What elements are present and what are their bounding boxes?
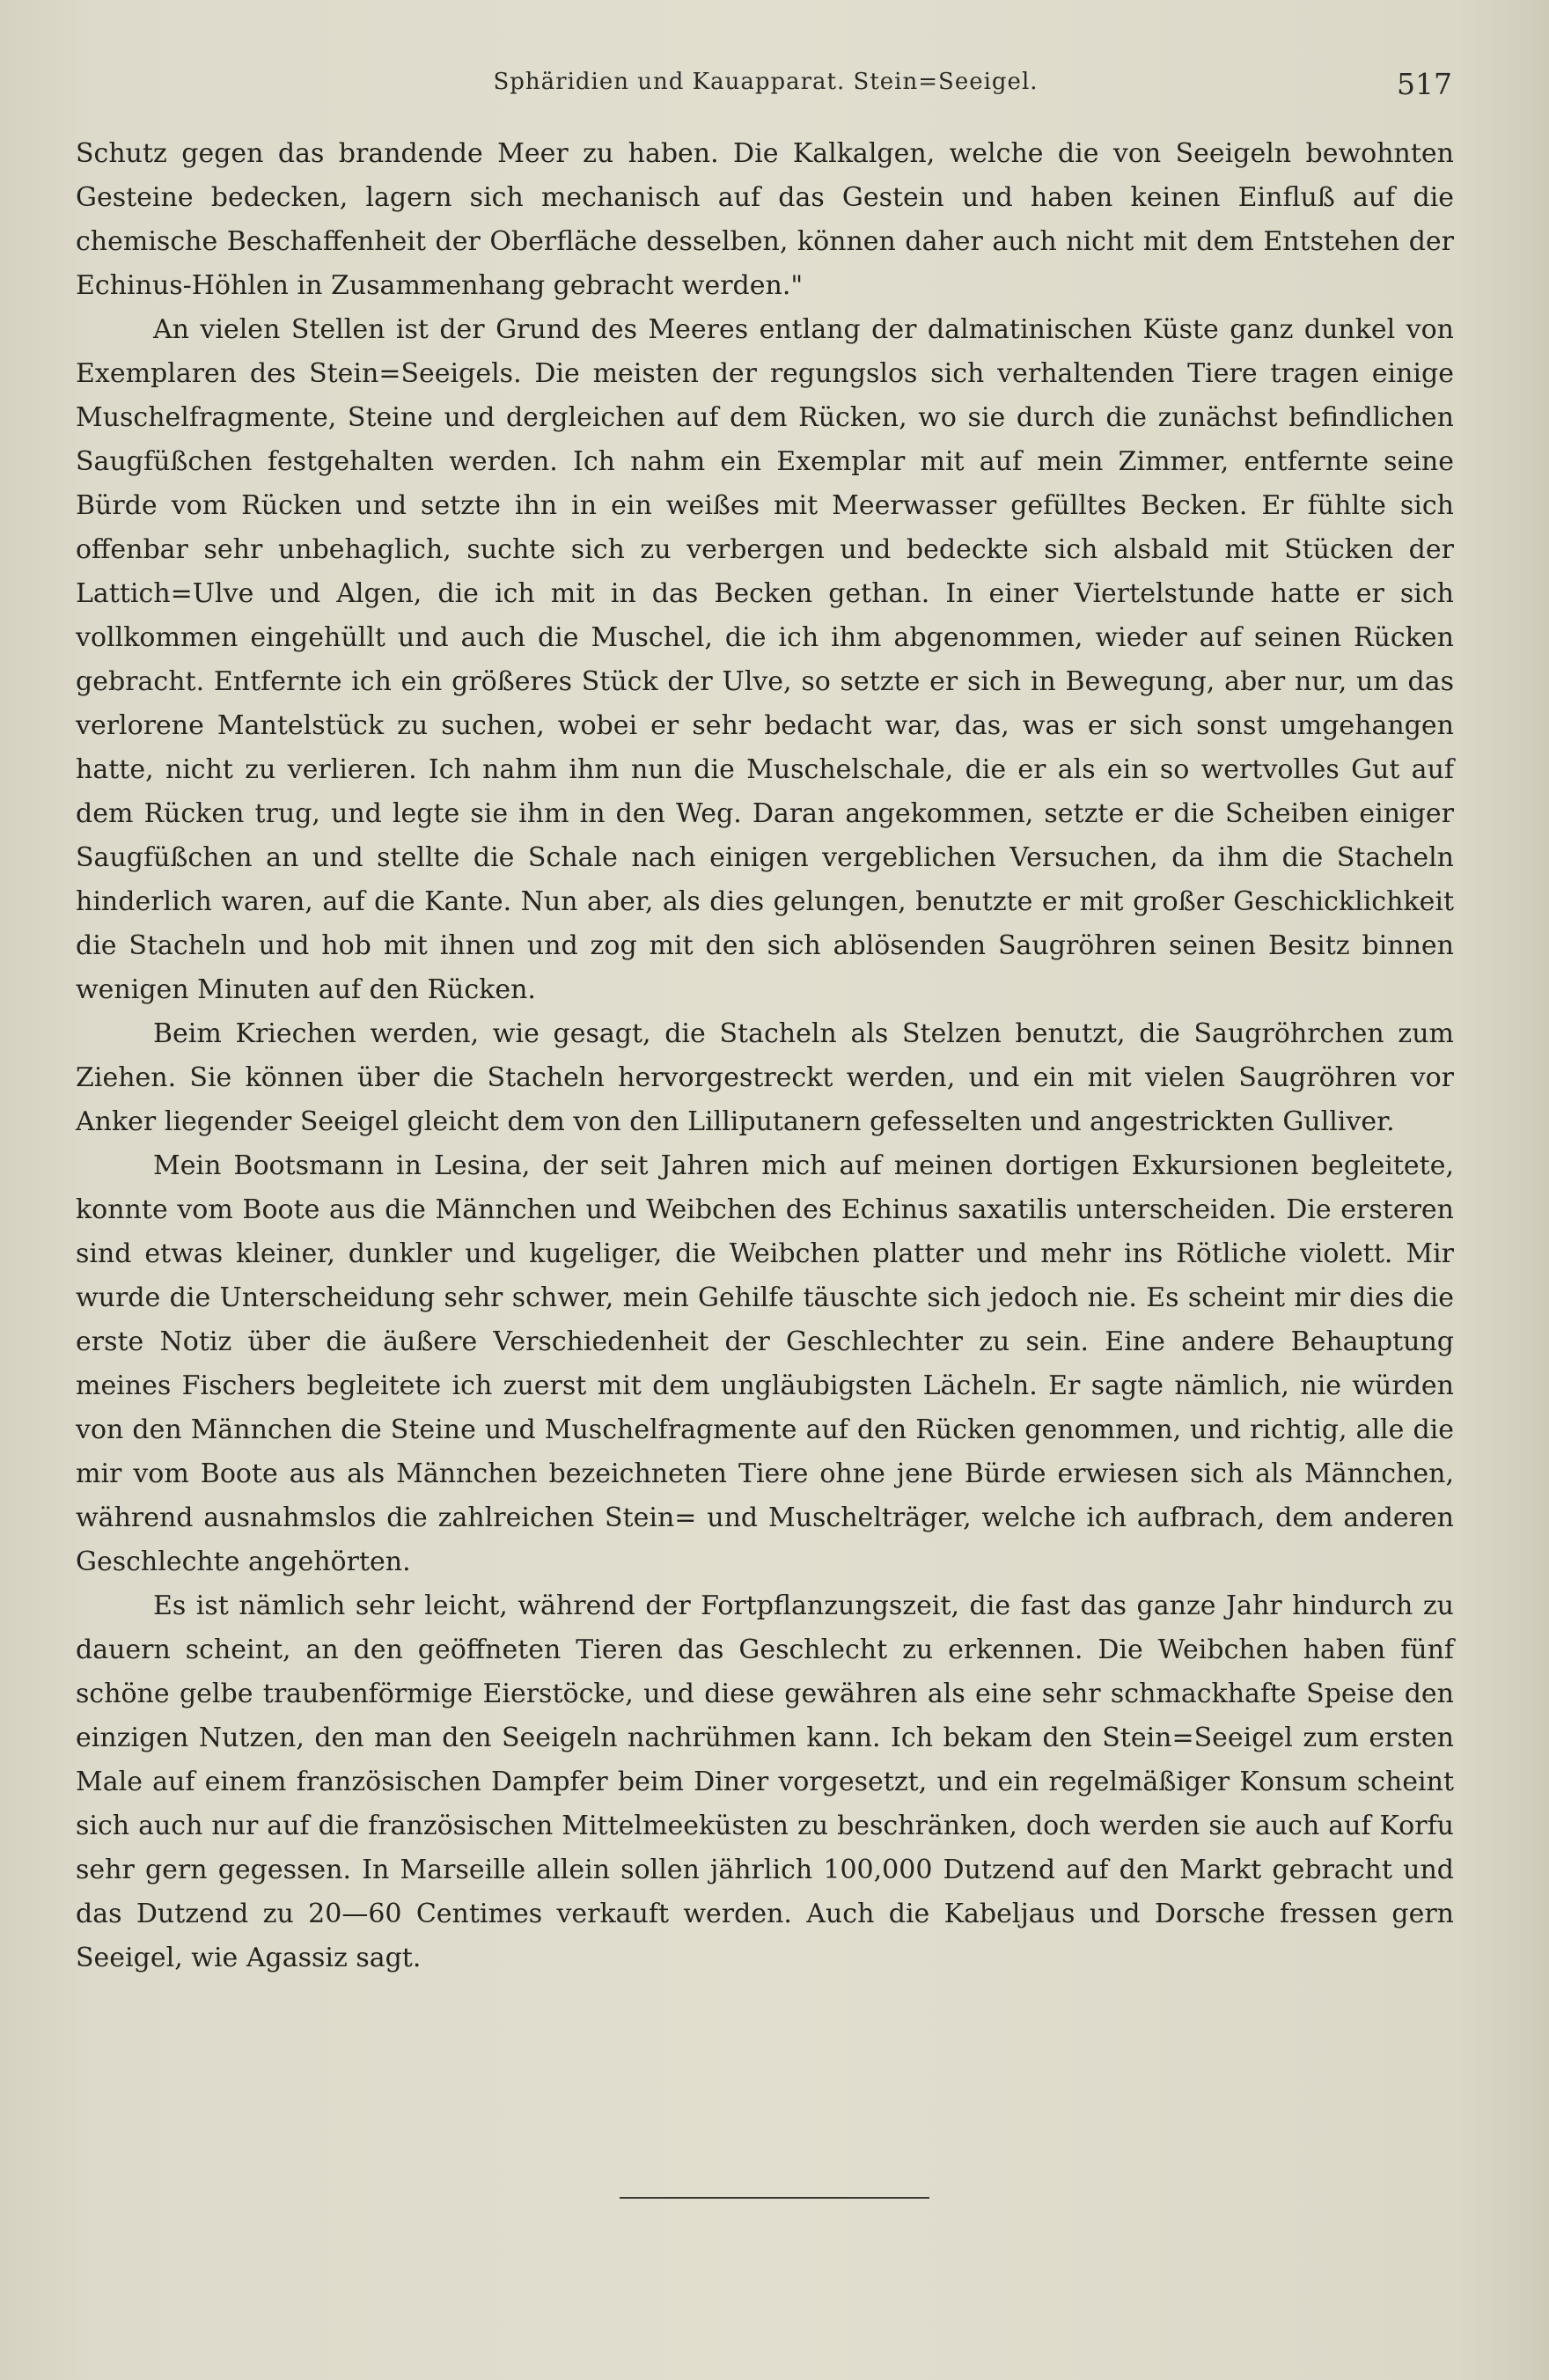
paragraph: An vielen Stellen ist der Grund des Meeres entlang der dalmatinischen Küste ganz dunkel von Exemplaren des Stein=Seeigels. Die meisten der regungslos sich verhaltenden Tiere tragen einige Muschelfragmente, Steine und dergleichen auf dem Rücken, wo sie durch die zunächst befindlichen Saugfüßchen festgehalten werden. Ich nahm ein Exemplar mit auf mein Zimmer, entfernte seine Bürde vom Rücken und setzte ihn in ein weißes mit Meerwasser gefülltes Becken. Er fühlte sich offenbar sehr unbehaglich, suchte sich zu verbergen und bedeckte sich alsbald mit Stücken der Lattich=Ulve und Algen, die ich mit in das Becken gethan. In einer Viertelstunde hatte er sich vollkommen eingehüllt und auch die Muschel, die ich ihm abgenommen, wieder auf seinen Rücken gebracht. Entfernte ich ein größeres Stück der Ulve, so setzte er sich in Bewegung, aber nur, um das verlorene Mantelstück zu suchen, wobei er sehr bedacht war, das, was er sich sonst umgehangen hatte, nicht zu verlieren. Ich nahm ihm nun die Muschelschale, die er als ein so wertvolles Gut auf dem Rücken trug, und legte sie ihm in den Weg. Daran angekommen, setzte er die Scheiben einiger Saugfüßchen an und stellte die Schale nach einigen vergeblichen Versuchen, da ihm die Stacheln hinderlich waren, auf die Kante. Nun aber, als dies gelungen, benutzte er mit großer Geschicklichkeit die Stacheln und hob mit ihnen und zog mit den sich ablösenden Saugröhren seinen Besitz binnen wenigen Minuten auf den Rücken. — [76, 314, 1454, 1005]
section-end-rule — [620, 2197, 929, 2199]
paragraph: Mein Bootsmann in Lesina, der seit Jahren mich auf meinen dortigen Exkursionen begleitete, konnte vom Boote aus die Männchen und Weibchen des Echinus saxatilis unterscheiden. Die ersteren sind etwas kleiner, dunkler und kugeliger, die Weibchen platter und mehr ins Rötliche violett. Mir wurde die Unterscheidung sehr schwer, mein Gehilfe täuschte sich jedoch nie. Es scheint mir dies die erste Notiz über die äußere Verschiedenheit der Geschlechter zu sein. Eine andere Behauptung meines Fischers begleitete ich zuerst mit dem ungläubigsten Lächeln. Er sagte nämlich, nie würden von den Männchen die Steine und Muschelfragmente auf den Rücken genommen, und richtig, alle die mir vom Boote aus als Männchen bezeichneten Tiere ohne jene Bürde erwiesen sich als Männchen, während ausnahmslos die zahlreichen Stein= und Muschelträger, welche ich aufbrach, dem anderen Geschlechte angehörten. — [76, 1150, 1454, 1577]
running-header — [0, 62, 1549, 106]
page-number: 517 — [1397, 67, 1452, 101]
paragraph-continuation: Schutz gegen das brandende Meer zu haben. Die Kalkalgen, welche die von Seeigeln bewohnten Gesteine bedecken, lagern sich mechanisch auf das Gestein und haben keinen Einfluß auf die chemische Beschaffenheit der Oberfläche desselben, können daher auch nicht mit dem Entstehen der Echinus-Höhlen in Zusammenhang gebracht werden." — [76, 138, 1454, 301]
body-text — [76, 132, 1454, 1980]
paragraph: Es ist nämlich sehr leicht, während der Fortpflanzungszeit, die fast das ganze Jahr hindurch zu dauern scheint, an den geöffneten Tieren das Geschlecht zu erkennen. Die Weibchen haben fünf schöne gelbe traubenförmige Eierstöcke, und diese gewähren als eine sehr schmackhafte Speise den einzigen Nutzen, den man den Seeigeln nachrühmen kann. Ich bekam den Stein=Seeigel zum ersten Male auf einem französischen Dampfer beim Diner vorgesetzt, und ein regelmäßiger Konsum scheint sich auch nur auf die französischen Mittelmeeküsten zu beschränken, doch werden sie auch auf Korfu sehr gern gegessen. In Marseille allein sollen jährlich 100,000 Dutzend auf den Markt gebracht und das Dutzend zu 20—60 Centimes verkauft werden. Auch die Kabeljaus und Dorsche fressen gern Seeigel, wie Agassiz sagt. — [76, 1590, 1454, 1973]
paragraph: Beim Kriechen werden, wie gesagt, die Stacheln als Stelzen benutzt, die Saugröhrchen zum Ziehen. Sie können über die Stacheln hervorgestreckt werden, und ein mit vielen Saugröhren vor Anker liegender Seeigel gleicht dem von den Lilliputanern gefesselten und angestrickten Gulliver. — [76, 1018, 1454, 1137]
running-title: Sphäridien und Kauapparat. Stein=Seeigel. — [493, 69, 1039, 95]
